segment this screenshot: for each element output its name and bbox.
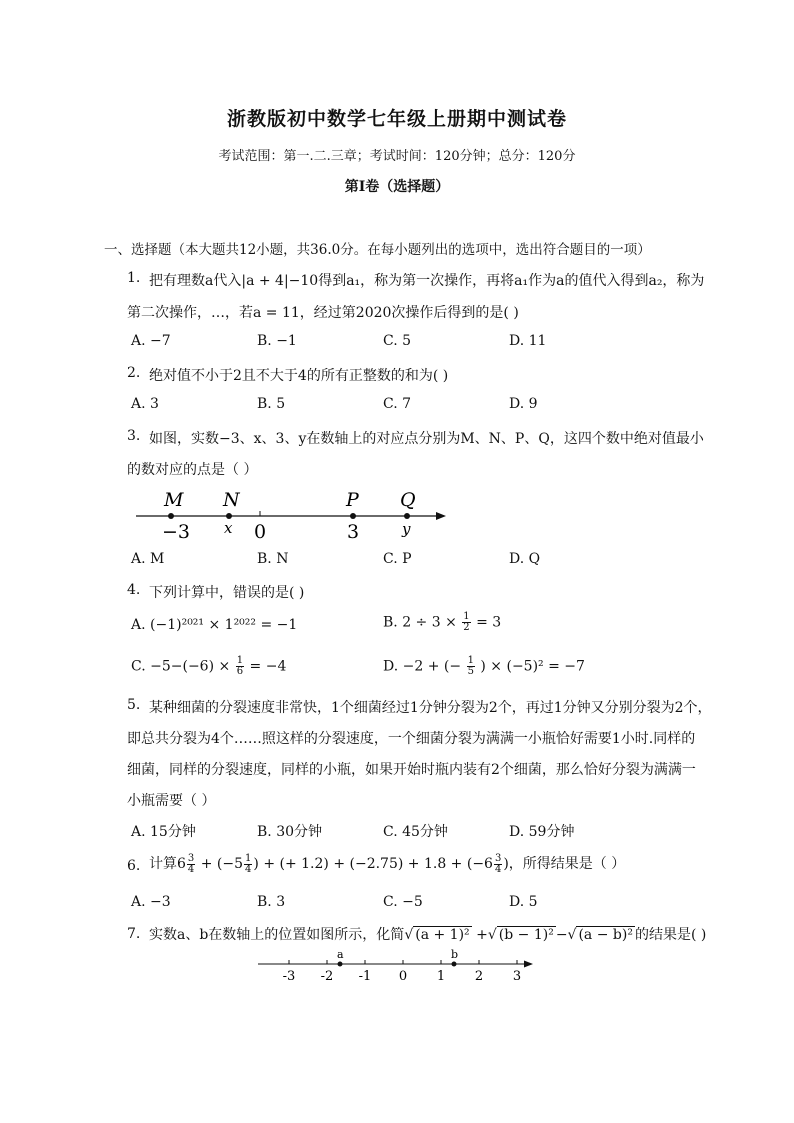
q3-option-b: B. N [257,551,289,567]
q7-tick-label: 2 [474,969,484,984]
q4-option-a-expr: (−1)²⁰²¹ × 1²⁰²² = −1 [150,617,298,633]
q3-option-a: A. M [131,551,165,567]
q7-tick-label: 1 [436,969,446,984]
q5-option-c: C. 45分钟 [383,824,448,840]
q4-option-b [383,612,501,633]
q7-radicand-1: (a + 1)² [415,927,470,943]
section-heading: 一、选择题（本大题共12小题，共36.0分。在每小题列出的选项中，选出符合题目的一项） [104,242,651,258]
q4-option-b-fraction: $\frac{1}{2}$ [463,611,470,633]
q4-option-c-post: = −4 [249,658,287,675]
q3-label-m: M [164,489,184,511]
q6-t1-whole: 6 [177,856,186,872]
q5-option-b: B. 30分钟 [257,824,323,840]
q6-t2-prefix: + (−5 [200,856,244,872]
q2-number: 2. [127,365,141,381]
q6-option-c: C. −5 [383,894,423,910]
q5-option-d: D. 59分钟 [509,824,575,840]
q2-option-b: B. 5 [257,396,286,412]
q2-option-a: A. 3 [131,396,159,412]
q3-value-n: x [224,519,233,537]
q7-label-a: a [337,948,344,961]
q3-value-p: 3 [347,521,360,542]
q7-number: 7. [127,926,141,942]
q3-label-q: Q [400,489,416,511]
q6-pre: 计算 [149,856,177,872]
q7-sqrt-sign-3: √ [567,927,577,943]
q3-option-c: C. P [383,551,412,567]
q1-option-d: D. 11 [509,333,547,349]
q5-line1: 某种细菌的分裂速度非常快，1个细菌经过1分钟分裂为2个，再过1分钟又分别分裂为2个， [149,700,712,716]
q1-option-b: B. −1 [257,333,297,349]
q4-option-d-fraction: $\frac{1}{5}$ [467,655,474,677]
q7-point-b [452,962,457,967]
q5-line2: 即总共分裂为4个……照这样的分裂速度，一个细菌分裂为满满一小瓶恰好需要1小时.同样的 [127,731,696,747]
q1-option-a: A. −7 [131,333,171,349]
q4-option-a-label: A. [131,617,146,633]
q7-sqrt-sign-1: √ [404,927,414,943]
q4-option-c [131,656,286,677]
q4-option-c-pre: −5−(−6) × [150,658,231,675]
q7-radicand-3: (a − b)² [578,927,633,943]
q4-option-c-label: C. [131,658,146,675]
q3-point-q [404,513,410,519]
q3-option-d: D. Q [509,551,541,567]
q4-option-d-post: ) × (−5)² = −7 [480,658,585,675]
q6-expression [149,853,625,875]
q3-value-q: y [402,520,411,538]
q7-tick-label: 3 [512,969,522,984]
q6-mid: + (+ 1.2) + (−2.75) + 1.8 + (−6 [263,856,493,872]
q1-number: 1. [127,270,141,286]
q1-line1: 把有理数a代入|a + 4|−10得到a₁，称为第一次操作，再将a₁作为a的值代入得到a₂，称为 [149,273,705,289]
q7-pre: 实数a、b在数轴上的位置如图所示，化简 [149,927,405,943]
q2-option-c: C. 7 [383,396,412,412]
q7-axis-arrow [524,961,533,968]
exam-meta: 考试范围：第一.二.三章；考试时间：120分钟；总分：120分 [218,149,576,164]
q4-line1: 下列计算中，错误的是( ) [149,585,305,601]
q5-line4: 小瓶需要（ ） [127,793,216,809]
q3-point-m [168,513,174,519]
q6-option-d: D. 5 [509,894,538,910]
q4-option-d [383,656,585,677]
q3-line2: 的数对应的点是（ ） [127,462,258,478]
q7-tick-label: -1 [358,969,372,984]
q3-number-line [128,482,458,542]
page-title: 浙教版初中数学七年级上册期中测试卷 [226,108,567,130]
q7-radicand-2: (b − 1)² [498,927,554,943]
q3-point-p [350,513,356,519]
q3-axis-arrow [436,512,446,520]
q1-option-c: C. 5 [383,333,412,349]
q7-minus: − [555,927,568,943]
q6-t3-fraction: $\frac{3}{4}$ [494,852,502,875]
q7-label-b: b [451,948,459,961]
q6-post: )，所得结果是（ ） [503,856,626,872]
q7-tick-label: -2 [320,969,334,984]
q7-point-a [338,962,343,967]
q4-option-b-pre: 2 ÷ 3 × [402,614,457,631]
q5-number: 5. [127,697,141,713]
q2-option-d: D. 9 [509,396,538,412]
q3-label-p: P [346,489,359,511]
q4-option-b-label: B. [383,614,398,631]
q7-tick-label: -3 [282,969,296,984]
q7-post: 的结果是( ) [634,927,707,943]
q7-expression [149,924,706,944]
q4-option-d-pre: −2 + (− [402,658,462,675]
q1-line2: 第二次操作，…，若a = 11，经过第2020次操作后得到的是( ) [127,305,519,321]
q7-plus: + [476,927,488,943]
q3-label-n: N [223,489,240,511]
q3-line1: 如图，实数−3、x、3、y在数轴上的对应点分别为M、N、P、Q，这四个数中绝对值最小 [149,431,704,447]
q6-t2-suffix: ) [253,856,259,872]
q6-t2-fraction: $\frac{1}{4}$ [245,852,252,875]
q3-value-m: −3 [162,521,191,542]
q4-option-c-fraction: $\frac{1}{6}$ [236,655,244,677]
q7-number-line [252,946,542,986]
q6-option-a: A. −3 [131,894,171,910]
q6-t1-fraction: $\frac{3}{4}$ [187,852,195,875]
q7-tick-label: 0 [398,969,408,984]
q5-option-a: A. 15分钟 [131,824,196,840]
q6-number: 6. [127,858,141,874]
q4-option-b-post: = 3 [476,614,502,631]
q4-option-d-label: D. [383,658,399,675]
q4-number: 4. [127,582,141,598]
q3-number: 3. [127,428,141,444]
part-heading: 第I卷（选择题） [344,179,450,195]
q2-line1: 绝对值不小于2且不大于4的所有正整数的和为( ) [149,368,449,384]
q7-sqrt-sign-2: √ [487,927,497,943]
q4-option-a [131,617,297,633]
q5-line3: 细菌，同样的分裂速度，同样的小瓶，如果开始时瓶内装有2个细菌，那么恰好分裂为满满一 [127,762,696,778]
q3-origin-label: 0 [254,521,267,542]
q6-option-b: B. 3 [257,894,286,910]
